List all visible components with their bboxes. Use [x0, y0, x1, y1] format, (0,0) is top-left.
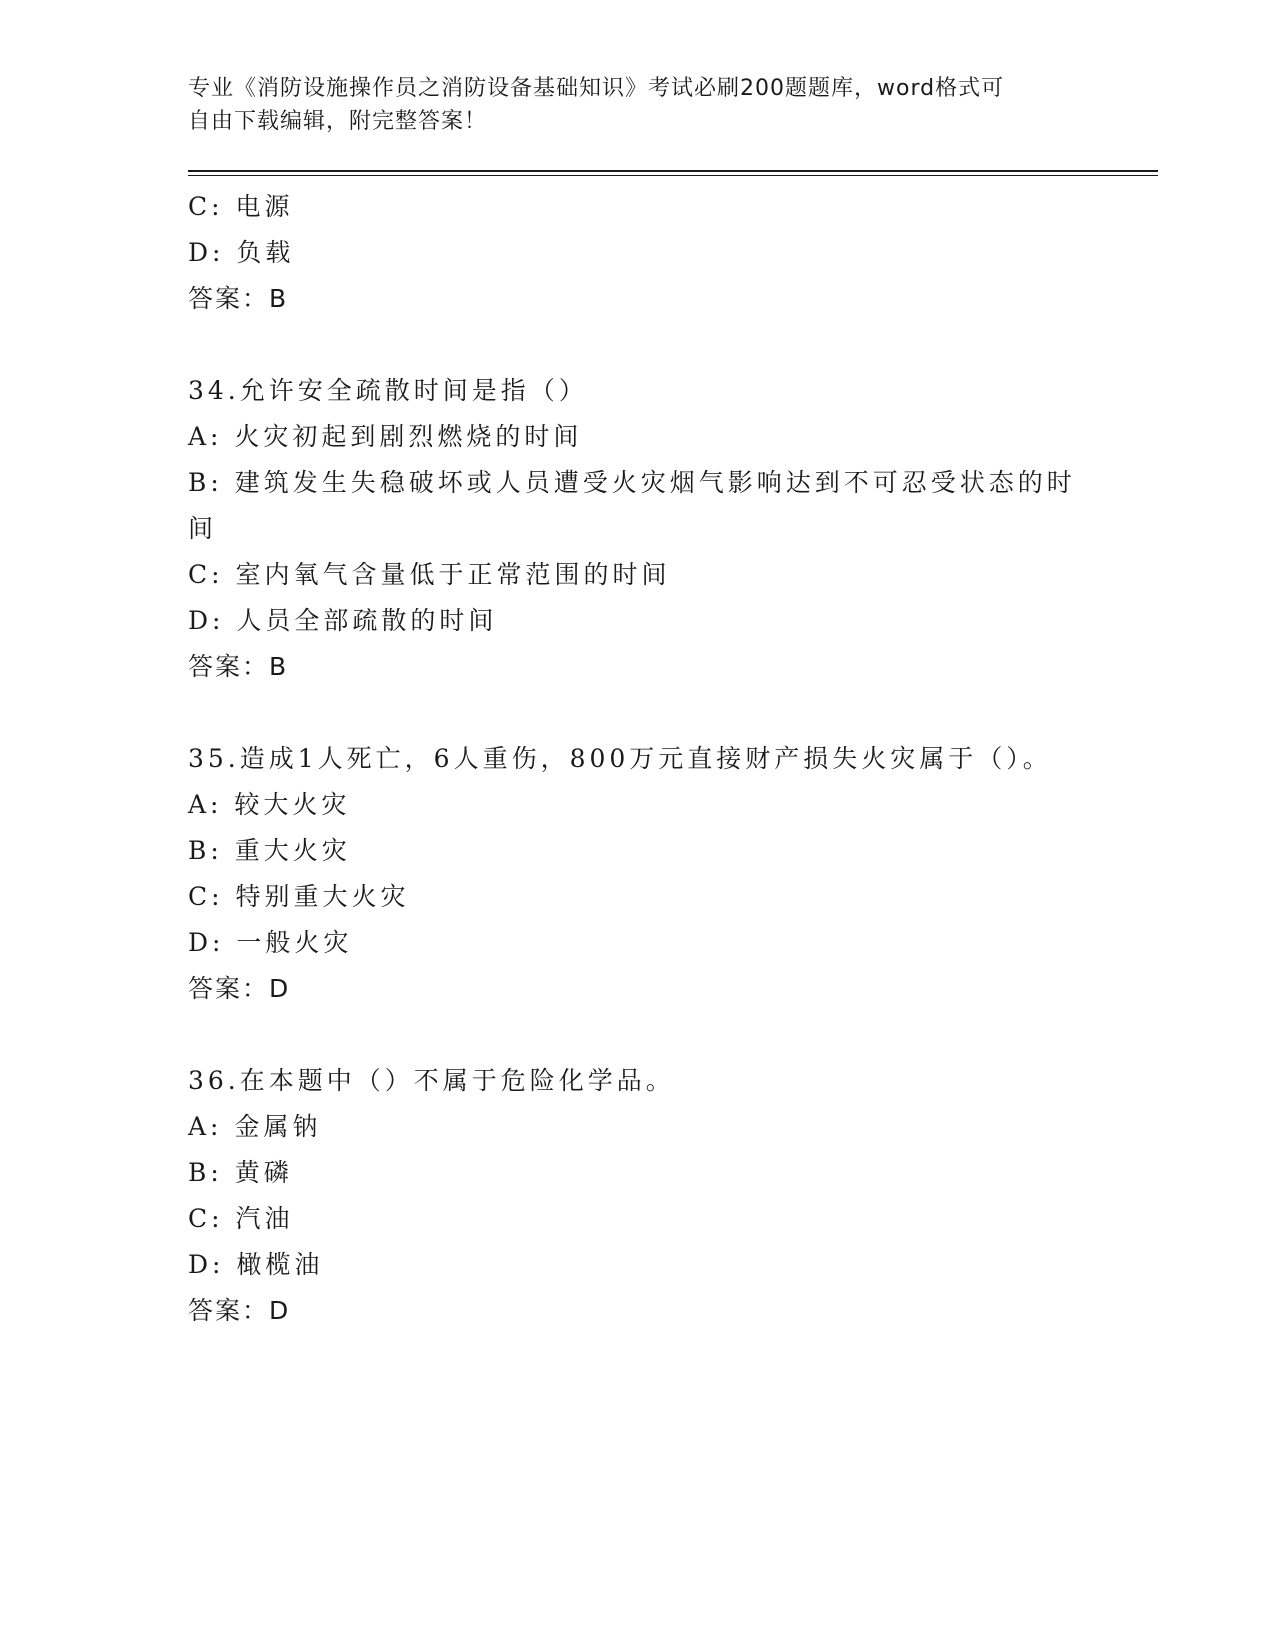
document-page: [188, 72, 1158, 1334]
header-divider: [188, 170, 1158, 176]
option-c: C: 特别重大火灾: [188, 882, 410, 911]
option-b-continued: 间: [188, 514, 218, 543]
option-b: B: 黄磷: [188, 1158, 293, 1187]
question-35: [188, 736, 1158, 1012]
question-34: [188, 368, 1158, 690]
document-header: [188, 72, 1088, 142]
answer: 答案：D: [188, 974, 291, 1003]
prev-answer: 答案：B: [188, 284, 289, 313]
question-gap: [188, 322, 1158, 368]
option-a: A: 较大火灾: [188, 790, 351, 819]
header-rule-thick: [188, 170, 1158, 172]
header-rule-thin: [188, 175, 1158, 176]
answer: 答案：B: [188, 652, 289, 681]
question-stem: 36.在本题中（）不属于危险化学品。: [188, 1066, 675, 1095]
option-c: C: 汽油: [188, 1204, 294, 1233]
option-a: A: 火灾初起到剧烈燃烧的时间: [188, 422, 583, 451]
prev-option-c: C: 电源: [188, 192, 294, 221]
option-c: C: 室内氧气含量低于正常范围的时间: [188, 560, 671, 589]
option-d: D: 橄榄油: [188, 1250, 324, 1279]
option-b: B: 重大火灾: [188, 836, 351, 865]
question-stem: 35.造成1人死亡，6人重伤，800万元直接财产损失火灾属于（）。: [188, 744, 1052, 773]
question-gap: [188, 1012, 1158, 1058]
question-stem: 34.允许安全疏散时间是指（）: [188, 376, 588, 405]
prev-option-d: D: 负载: [188, 238, 295, 267]
option-d: D: 人员全部疏散的时间: [188, 606, 498, 635]
option-b: B: 建筑发生失稳破坏或人员遭受火灾烟气影响达到不可忍受状态的时: [188, 468, 1076, 497]
question-36: [188, 1058, 1158, 1334]
question-list: [188, 184, 1158, 1334]
question-gap: [188, 690, 1158, 736]
header-line-1: 专业《消防设施操作员之消防设备基础知识》考试必刷200题题库，word格式可: [188, 76, 1005, 101]
header-line-2: 自由下载编辑，附完整答案！: [188, 109, 488, 134]
option-a: A: 金属钠: [188, 1112, 322, 1141]
option-d: D: 一般火灾: [188, 928, 353, 957]
answer: 答案：D: [188, 1296, 291, 1325]
